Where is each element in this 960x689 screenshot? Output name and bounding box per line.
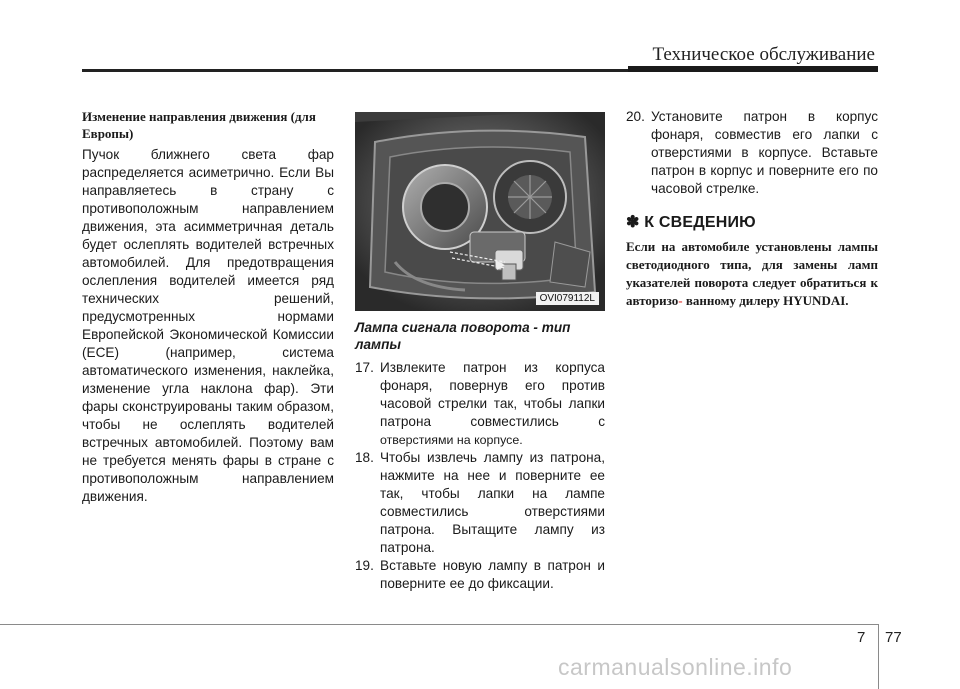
right-column bbox=[626, 108, 878, 310]
step-number: 20. bbox=[626, 109, 645, 124]
section-title: Техническое обслуживание bbox=[652, 44, 875, 65]
footer-tick bbox=[878, 624, 879, 689]
step-19 bbox=[355, 557, 605, 593]
step-17 bbox=[355, 359, 605, 449]
replacement-steps bbox=[355, 359, 605, 593]
info-text bbox=[626, 238, 878, 310]
info-text-main: Если на автомобиле установлены лампы светодиодного типа, для замены ламп указателей поворота следует обратиться к авторизо bbox=[626, 239, 878, 308]
step-text-end: отверстиями на корпусе. bbox=[380, 433, 523, 447]
traffic-change-paragraph: Пучок ближнего света фар распределяется асиметрично. Если Вы направляетесь в страну с противоположным направлением движения, эта асимметричная деталь будет ослеплять водителей встречных автомобилей. Для предотвращения ослепления водителей имеется ряд технических решений, предусмотренных нормами Европейской Экономической Комиссии (ECE) (например, система автоматического изменения, наклейка, изменение угла наклона фар). Эти фары сконструированы таким образом, чтобы не ослеплять водителей встречных автомобилей. Поэтому вам не требуется менять фары в стране с противоположным направлением движения. bbox=[82, 147, 334, 504]
footer-divider bbox=[0, 624, 878, 625]
step-number: 17. bbox=[355, 360, 374, 375]
watermark: carmanualsonline.info bbox=[558, 654, 793, 680]
turn-signal-subheading: Лампа сигнала поворота - тип лампы bbox=[355, 320, 571, 352]
info-text-end: ванному дилеру HYUNDAI. bbox=[685, 293, 849, 308]
step-text: Чтобы извлечь лампу из патрона, нажмите на нее и поверните ее так, чтобы лапки на лампе совместились отверстиями патрона. Вытащите лампу из патрона. bbox=[380, 450, 605, 555]
step-text: Установите патрон в корпус фонаря, совместив его лапки с отверстиями в корпусе. Вставьте патрон в корпус и поверните его по часовой стрелке. bbox=[651, 109, 878, 196]
step-text: Вставьте новую лампу в патрон и поверните ее до фиксации. bbox=[380, 558, 605, 591]
step-text: Извлеките патрон из корпуса фонаря, повернув его против часовой стрелки так, чтобы лапки патрона совместились с bbox=[380, 360, 605, 429]
middle-column bbox=[355, 108, 605, 593]
chapter-number: 7 bbox=[857, 629, 866, 646]
info-heading: ✽ К СВЕДЕНИЮ bbox=[626, 214, 756, 231]
replacement-steps-continued bbox=[626, 108, 878, 198]
figure-code: OVI079112L bbox=[536, 292, 599, 305]
headlamp-illustration bbox=[355, 112, 605, 311]
step-number: 19. bbox=[355, 558, 374, 573]
step-18 bbox=[355, 449, 605, 557]
header-divider bbox=[82, 69, 628, 72]
traffic-change-heading: Изменение направления движения (для Европы) bbox=[82, 109, 316, 141]
headlamp-figure bbox=[355, 112, 605, 311]
step-20 bbox=[626, 108, 878, 198]
step-number: 18. bbox=[355, 450, 374, 465]
header-accent-bar bbox=[628, 66, 878, 72]
info-hyphen: - bbox=[678, 293, 683, 308]
left-column bbox=[82, 108, 334, 506]
page-number: 77 bbox=[885, 629, 902, 646]
